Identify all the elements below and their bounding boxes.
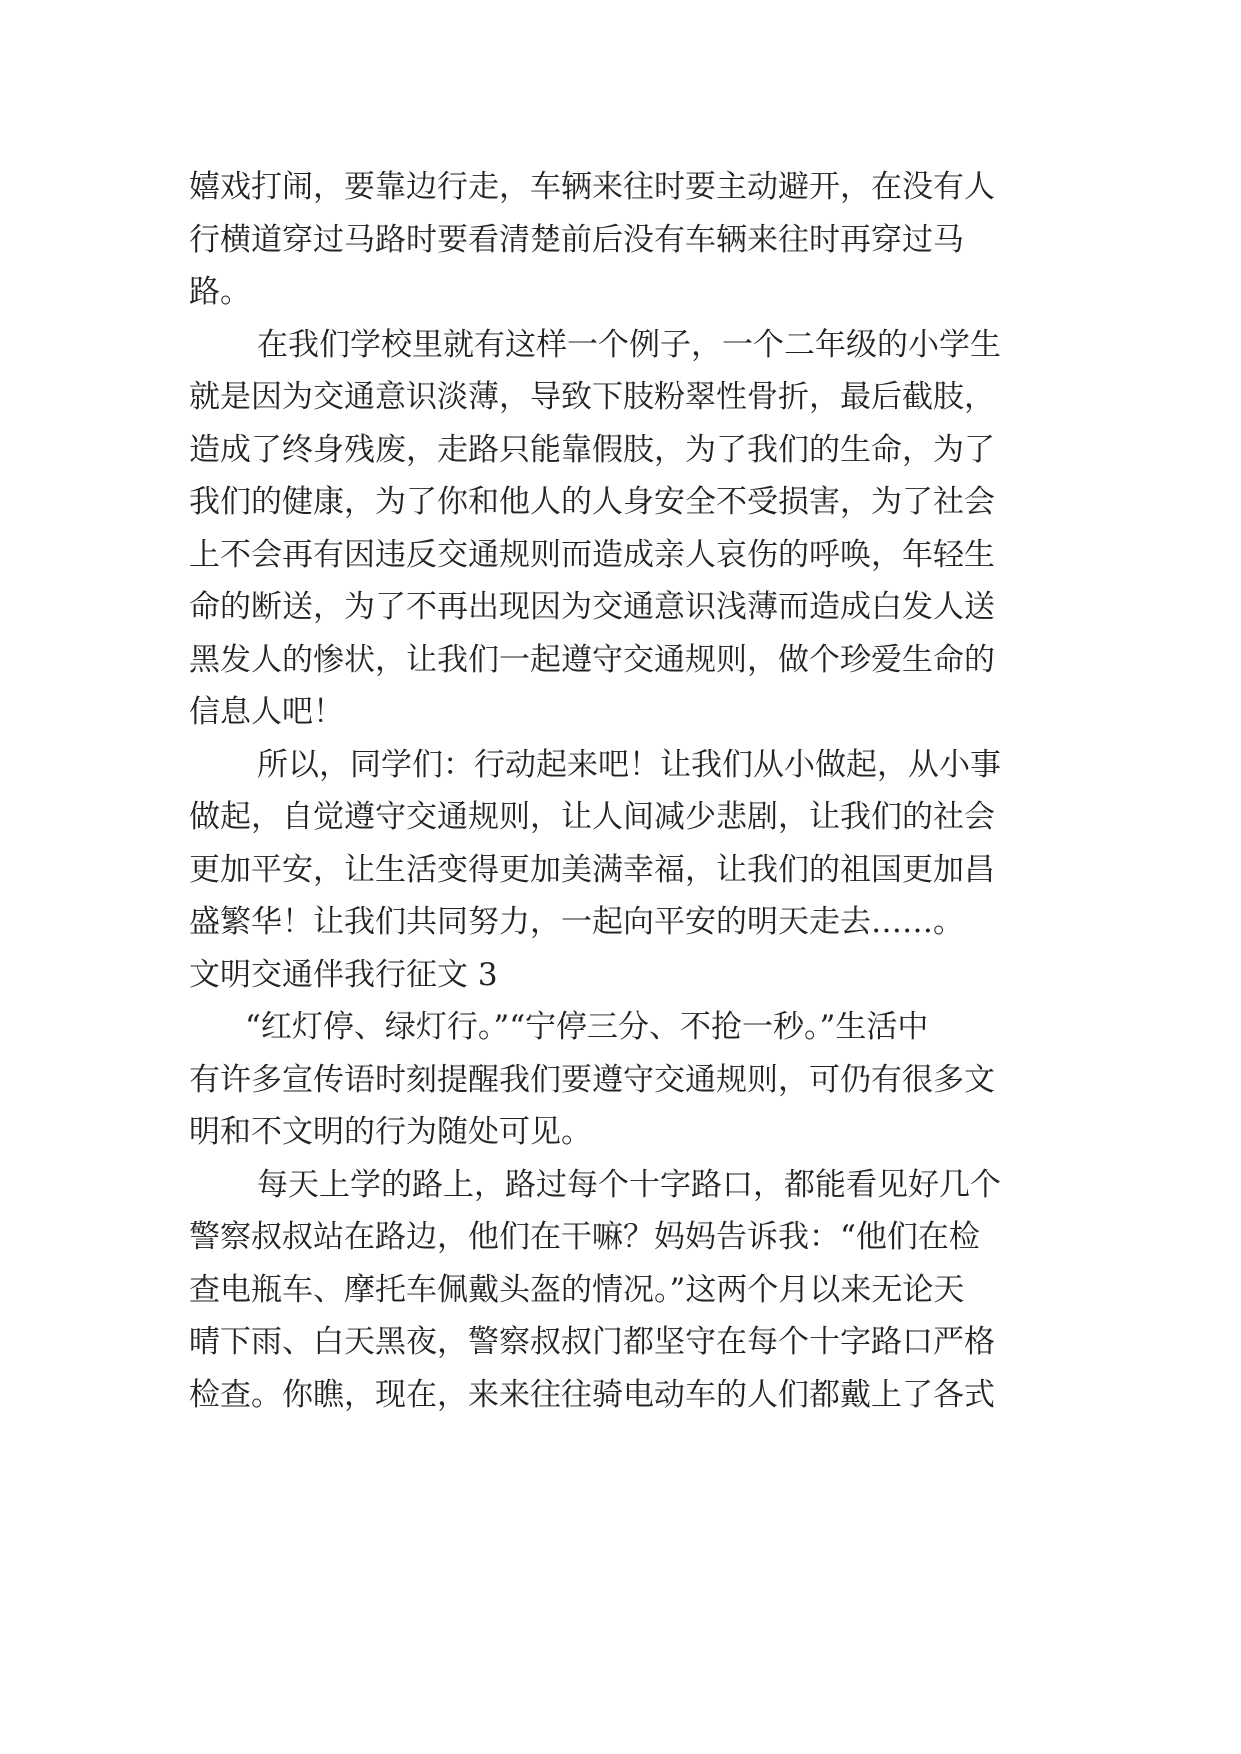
section-heading: 文明交通伴我行征文 3 [189, 956, 498, 993]
text-line: 嬉戏打闹，要靠边行走，车辆来往时要主动避开，在没有人 [189, 169, 995, 205]
text-line: 命的断送，为了不再出现因为交通意识浅薄而造成白发人送 [189, 589, 995, 625]
text-line: 就是因为交通意识淡薄，导致下肢粉翠性骨折，最后截肢， [189, 379, 995, 415]
document-body [189, 161, 1059, 1421]
text-line: 黑发人的惨状，让我们一起遵守交通规则，做个珍爱生命的 [189, 641, 995, 678]
text-line: 更加平安，让生活变得更加美满幸福，让我们的祖国更加昌 [189, 851, 995, 888]
text-line: 检查。你瞧，现在，来来往往骑电动车的人们都戴上了各式 [189, 1376, 995, 1413]
text-line: 查电瓶车、摩托车佩戴头盔的情况。”这两个月以来无论天 [189, 1271, 965, 1308]
paragraph-first-line: 在我们学校里就有这样一个例子，一个二年级的小学生 [257, 326, 1001, 363]
text-line: 盛繁华！让我们共同努力，一起向平安的明天走去……。 [189, 904, 964, 940]
text-line: 明和不文明的行为随处可见。 [189, 1114, 592, 1150]
text-line: 路。 [189, 274, 251, 310]
text-line: 做起，自觉遵守交通规则，让人间减少悲剧，让我们的社会 [189, 799, 995, 835]
text-line: 行横道穿过马路时要看清楚前后没有车辆来往时再穿过马 [189, 221, 964, 258]
text-line: 造成了终身残废，走路只能靠假肢，为了我们的生命，为了 [189, 431, 995, 468]
text-line: 晴下雨、白天黑夜，警察叔叔门都坚守在每个十字路口严格 [189, 1324, 995, 1360]
text-line: 有许多宣传语时刻提醒我们要遵守交通规则，可仍有很多文 [189, 1061, 995, 1098]
text-line: 信息人吧！ [189, 694, 344, 730]
text-line: 我们的健康，为了你和他人的人身安全不受损害，为了社会 [189, 484, 995, 520]
paragraph-first-line: 每天上学的路上，路过每个十字路口，都能看见好几个 [257, 1166, 1001, 1203]
text-line: 上不会再有因违反交通规则而造成亲人哀伤的呼唤，年轻生 [189, 536, 995, 573]
text-line: 警察叔叔站在路边，他们在干嘛？妈妈告诉我：“他们在检 [189, 1219, 980, 1255]
paragraph-first-line: 所以，同学们：行动起来吧！让我们从小做起，从小事 [257, 746, 1001, 783]
paragraph-first-line: “红灯停、绿灯行。”“宁停三分、不抢一秒。”生活中 [245, 1009, 929, 1045]
